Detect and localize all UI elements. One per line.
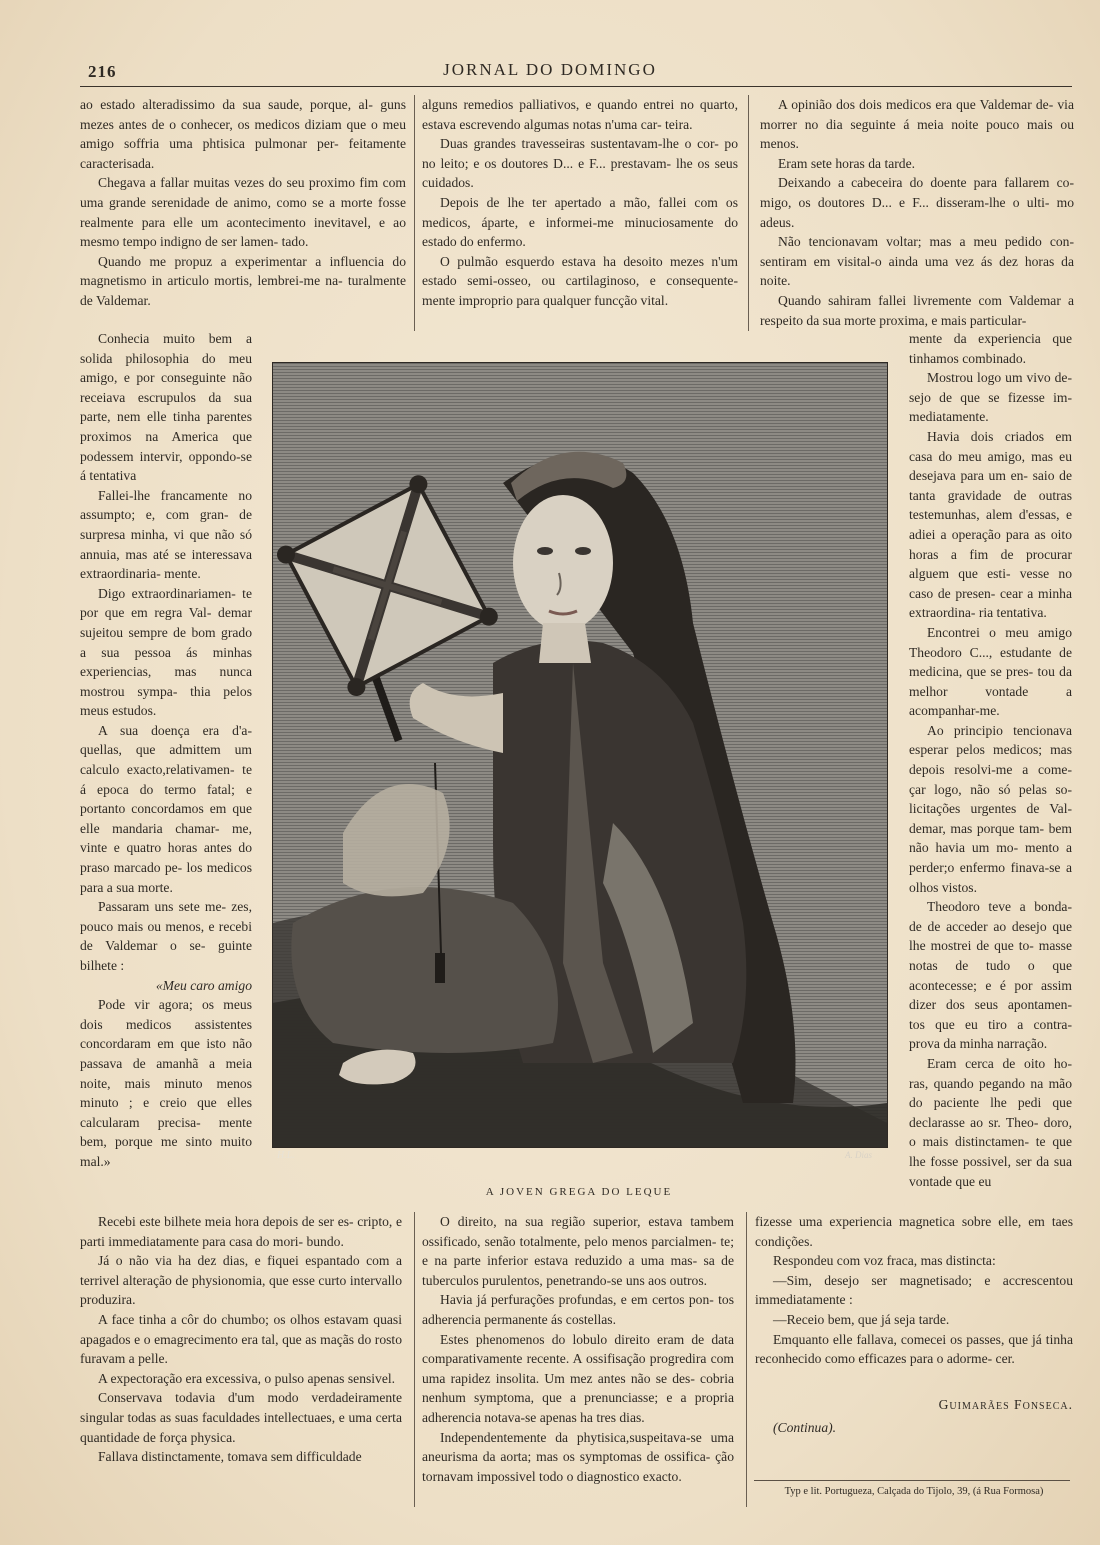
- column-1-narrow: [80, 329, 252, 1172]
- letter-salutation: «Meu caro amigo: [155, 977, 252, 993]
- paragraph: Não tencionavam voltar; mas a meu pedido con- sentiram em visital-o ainda uma vez ás dez horas da noite.: [760, 234, 1074, 289]
- page-number: 216: [88, 62, 117, 81]
- paragraph: Estes phenomenos do lobulo direito eram de data comparativamente recente. A ossifisação progredira com uma rapidez insolita. Um mez antes não se des- cobria nenhum symptoma, que a prenunciasse; e a propria adherencia notava-se apenas ha tres dias.: [422, 1331, 734, 1425]
- column-3-narrow: [909, 329, 1072, 1191]
- paragraph: Havia dois criados em casa do meu amigo, mas eu desejava para um en- saio de tanta gravidade de outras testemunhas, alem d'essas, e adiei a operação para as oito horas a fim de procurar alguem que esti- vesse no caso de presen- cear a minha extraordina- ria tentativa.: [909, 428, 1072, 621]
- engraving-illustration: [272, 362, 888, 1148]
- paragraph: —Receio bem, que já seja tarde.: [773, 1311, 950, 1327]
- paragraph: Fallava distinctamente, tomava sem difficuldade: [98, 1449, 362, 1465]
- paragraph: Deixando a cabeceira do doente para fallarem co- migo, os doutores D... e F... disseram-lhe o ulti- mo adeus.: [760, 175, 1074, 230]
- paragraph: O direito, na sua região superior, estava tambem ossificado, senão totalmente, pelo menos parcialmen- te; e na parte inferior estava reduzido a uma mas- sa de tuberculos purulentos, penetrando-se uns aos outros.: [422, 1214, 734, 1288]
- engraver-signature-right: A. Dias: [845, 1150, 872, 1160]
- paragraph: Recebi este bilhete meia hora depois de ser es- cripto, e parti immediatamente para casa do mori- bundo.: [80, 1214, 402, 1249]
- paragraph: ao estado alteradissimo da sua saude, porque, al- guns mezes antes de o conhecer, os medicos diziam que o meu amigo soffria uma phtisica pulmonar per- feitamente caracterisada.: [80, 97, 406, 171]
- paragraph: Respondeu com voz fraca, mas distincta:: [773, 1253, 996, 1269]
- paragraph: Emquanto elle fallava, comecei os passes, que já tinha reconhecido como efficazes para o adormе- cer.: [755, 1331, 1073, 1367]
- column-1-bottom: [80, 1212, 402, 1467]
- paragraph: A opinião dos dois medicos era que Valdemar de- via morrer no dia seguinte á meia noite pouco mais ou menos.: [760, 97, 1074, 152]
- paragraph: Fallei-lhe francamente no assumpto; e, com gran- de surpresa minha, vi que não só annuia, mas até se interessava extraordinaria- mente.: [80, 487, 252, 582]
- paragraph: A expectoração era excessiva, o pulso apenas sensivel.: [98, 1370, 396, 1386]
- paragraph: Theodoro teve a bonda- de de acceder ao desejo que lhe mostrei de que to- masse notas de tudo o que acontecesse; e é por assim dizer dos seus apontamen- tos que eu tiro a contra- prova da minha narração.: [909, 899, 1072, 1052]
- header-rule: [80, 86, 1072, 87]
- column-2-top: [422, 95, 738, 311]
- column-3-bottom: [755, 1212, 1073, 1438]
- paragraph: Eram cerca de oito ho- ras, quando pegando na mão do paciente lhe pedi que declarasse ao sr. Theo- doro, o mais distinctamen- te que lhe fosse possivel, ser da sua vontade que eu: [909, 1055, 1072, 1189]
- paragraph: Chegava a fallar muitas vezes do seu proximo fim com uma grande serenidade de animo, como se a morte fosse realmente para elle um acontecimento inevitavel, e ao mesmo tempo indigno de ser lamen- tado.: [80, 175, 406, 250]
- journal-title: JORNAL DO DOMINGO: [443, 60, 657, 79]
- paragraph: Passaram uns sete me- zes, pouco mais ou menos, e recebi de Valdemar o se- guinte bilhete :: [80, 899, 252, 973]
- imprint-line: Typ e lit. Portugueza, Calçada do Tijolo, 39, (á Rua Formosa): [784, 1486, 1044, 1497]
- paragraph: A face tinha a côr do chumbo; os olhos estavam quasi apagados e o emagrecimento era tal, que as maçãs do rosto furavam a pelle.: [80, 1311, 402, 1367]
- paragraph: Quando me propuz a experimentar a influencia do magnetismo in articulo mortis, lembrei-me na- turalmente de Valdemar.: [80, 253, 406, 308]
- paragraph: A sua doença era d'a- quellas, que admittem um calculo exacto,relativamen- te á epoca do termo fatal; e portanto concordamos em que elle mandaria chamar- me, vinte e quatro horas antes do praso marcado pe- los medicos para a sua morte.: [80, 722, 252, 895]
- column-divider: [414, 95, 415, 331]
- paragraph: mente da experiencia que tinhamos combinado.: [909, 331, 1072, 366]
- column-3-top: [760, 95, 1074, 330]
- engraver-signature-left: H.L.: [277, 1150, 295, 1161]
- column-divider: [748, 95, 749, 331]
- imprint-rule: [754, 1480, 1070, 1481]
- paragraph: Havia já perfurações profundas, e em certos pon- tos adherencia permanente ás costellas.: [422, 1292, 734, 1327]
- letter-body: Pode vir agora; os meus dois medicos assistentes concordaram em que isto não passava de amanhã a meia noite, mais minuto menos minuto ; e creio que elles calcularam precisa- mente bem, porque me sinto muito mal.»: [80, 997, 252, 1169]
- paragraph: Conhecia muito bem a solida philosophia do meu amigo, e por conseguinte não receiava escrupulos da sua parte, nem elle tinha parentes proximos na America que podessem intervir, oppondo-se á tentativa: [80, 331, 252, 484]
- paragraph: Independentemente da phytisica,suspeitava-se uma aneurisma da aorta; mas os symptomas de ossifica- ção tornavam impossivel todo o diagnostico exacto.: [422, 1429, 734, 1484]
- paragraph: Mostrou logo um vivo de- sejo de que se fizesse im- mediatamente.: [909, 370, 1072, 425]
- paragraph: Ao principio tencionava esperar pelos medicos; mas depois resolvi-me a come- çar logo, não só pelas so- licitações urgentes de Val- demar, mas porque tam- bem não havia um mo- mento a perder;o enfermo finava-se a olhos vistos.: [909, 722, 1072, 895]
- continua-note: (Continua).: [773, 1420, 837, 1436]
- paragraph: Encontrei o meu amigo Theodoro C..., estudante de medicina, que se pres- tou da melhor vontade a acompanhar-me.: [909, 624, 1072, 719]
- paragraph: Quando sahiram fallei livremente com Valdemar a respeito da sua morte proxima, e mais particular-: [760, 292, 1074, 328]
- paragraph: Digo extraordinariamen- te por que em regra Val- demar sujeitou sempre de bom grado a sua pessoa ás minhas experiencias, mas nunca mostrou sympa- thia pelos meus estudos.: [80, 585, 252, 719]
- column-divider: [414, 1212, 415, 1507]
- engraving-drawing: [273, 363, 887, 1147]
- paragraph: O pulmão esquerdo estava ha desoito mezes n'um estado semi-osseo, ou cartilaginoso, e consequente- mente improprio para qualquer funcção vital.: [422, 253, 738, 308]
- column-2-bottom: [422, 1212, 734, 1486]
- paragraph: fizesse uma experiencia magnetica sobre elle, em taes condições.: [755, 1214, 1073, 1249]
- paragraph: Conservava todavia d'um modo verdadeiramente singular todas as suas faculdades intellectuaes, e uma certa quantidade de força physica.: [80, 1390, 402, 1445]
- paragraph: Duas grandes travesseiras sustentavam-lhe o cor- po no leito; e os doutores D... e F... prestavam- lhe os seus cuidados.: [422, 136, 738, 191]
- paragraph: alguns remedios palliativos, e quando entrei no quarto, estava escrevendo algumas notas n'uma car- teira.: [422, 97, 738, 132]
- fan-icon: [274, 472, 501, 699]
- column-divider: [746, 1212, 747, 1507]
- paragraph: Depois de lhe ter apertado a mão, fallei com os medicos, áparte, e informei-me minuciosamente do estado do enfermo.: [422, 194, 738, 250]
- author-signature: Guimarães Fonseca.: [938, 1396, 1073, 1412]
- illustration-caption: A JOVEN GREGA DO LEQUE: [485, 1186, 673, 1198]
- paragraph: —Sim, desejo ser magnetisado; e accrescentou immediatamente :: [755, 1272, 1073, 1308]
- paragraph: Já o não via ha dez dias, e fiquei espantado com a terrivel alteração de physionomia, que esse curto intervallo produzira.: [80, 1253, 402, 1308]
- column-1-top: [80, 95, 406, 311]
- paragraph: Eram sete horas da tarde.: [778, 155, 916, 171]
